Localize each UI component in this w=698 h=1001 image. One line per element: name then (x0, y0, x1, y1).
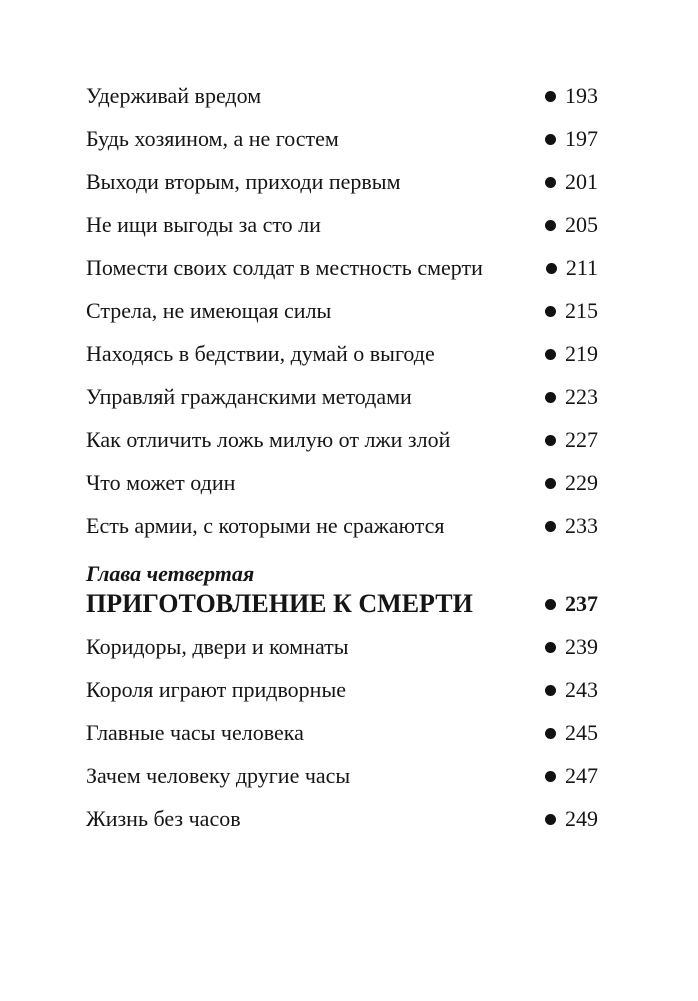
toc-entry (86, 632, 598, 662)
entry-page (545, 761, 598, 791)
toc-section-after (86, 632, 598, 834)
page-number: 223 (565, 384, 598, 409)
bullet-icon (545, 134, 556, 145)
toc-entry (86, 468, 598, 498)
entry-title: Удерживай вредом (86, 83, 262, 108)
entry-title: Выходи вторым, приходи первым (86, 169, 401, 194)
toc-entry (86, 425, 598, 455)
entry-page (545, 675, 598, 705)
page-number: 229 (565, 470, 598, 495)
entry-page (546, 253, 598, 283)
page-number: 245 (565, 720, 598, 745)
table-of-contents (86, 81, 598, 847)
entry-title: Есть армии, с которыми не сражаются (86, 513, 445, 538)
entry-page (545, 632, 598, 662)
page-number: 219 (565, 341, 598, 366)
bullet-icon (545, 685, 556, 696)
chapter-page (545, 589, 598, 619)
page-number: 193 (565, 83, 598, 108)
toc-entry (86, 761, 598, 791)
entry-page (545, 210, 598, 240)
bullet-icon (545, 728, 556, 739)
entry-title: Коридоры, двери и комнаты (86, 634, 349, 659)
page-number: 211 (565, 255, 598, 280)
chapter-title: ПРИГОТОВЛЕНИЕ К СМЕРТИ (86, 589, 473, 618)
entry-page (545, 296, 598, 326)
page-number: 243 (565, 677, 598, 702)
toc-entry (86, 339, 598, 369)
entry-page (545, 81, 598, 111)
page-number: 239 (565, 634, 598, 659)
toc-entry (86, 81, 598, 111)
entry-page (545, 124, 598, 154)
entry-page (545, 425, 598, 455)
toc-entry (86, 253, 598, 283)
entry-title: Главные часы человека (86, 720, 304, 745)
bullet-icon (545, 478, 556, 489)
toc-entry (86, 382, 598, 412)
entry-title: Стрела, не имеющая силы (86, 298, 332, 323)
entry-title: Жизнь без часов (86, 806, 241, 831)
entry-title: Помести своих солдат в местность смерти (86, 255, 483, 280)
page-number: 227 (565, 427, 598, 452)
page-number: 233 (565, 513, 598, 538)
toc-entry (86, 718, 598, 748)
bullet-icon (545, 771, 556, 782)
entry-page (545, 804, 598, 834)
bullet-icon (545, 814, 556, 825)
bullet-icon (545, 521, 556, 532)
entry-title: Что может один (86, 470, 236, 495)
toc-entry (86, 296, 598, 326)
bullet-icon (545, 306, 556, 317)
entry-title: Будь хозяином, а не гостем (86, 126, 339, 151)
toc-section-before (86, 81, 598, 541)
bullet-icon (545, 642, 556, 653)
bullet-icon (545, 349, 556, 360)
bullet-icon (545, 91, 556, 102)
entry-page (545, 718, 598, 748)
entry-title: Как отличить ложь милую от лжи злой (86, 427, 451, 452)
entry-title: Управляй гражданскими методами (86, 384, 412, 409)
entry-page (545, 468, 598, 498)
page-number: 215 (565, 298, 598, 323)
toc-entry (86, 167, 598, 197)
toc-entry (86, 124, 598, 154)
entry-title: Находясь в бедствии, думай о выгоде (86, 341, 435, 366)
bullet-icon (545, 220, 556, 231)
page-number: 237 (565, 591, 598, 616)
entry-title: Не ищи выгоды за сто ли (86, 212, 321, 237)
entry-page (545, 382, 598, 412)
chapter-label: Глава четвертая (86, 561, 255, 586)
toc-entry (86, 511, 598, 541)
toc-entry (86, 804, 598, 834)
bullet-icon (545, 392, 556, 403)
toc-entry (86, 210, 598, 240)
bullet-icon (546, 263, 557, 274)
entry-page (545, 339, 598, 369)
toc-entry (86, 675, 598, 705)
entry-title: Короля играют придворные (86, 677, 347, 702)
page-number: 205 (565, 212, 598, 237)
bullet-icon (545, 177, 556, 188)
page-number: 247 (565, 763, 598, 788)
page-number: 201 (565, 169, 598, 194)
entry-title: Зачем человеку другие часы (86, 763, 351, 788)
entry-page (545, 511, 598, 541)
page-number: 197 (565, 126, 598, 151)
chapter-title-row (86, 589, 598, 619)
bullet-icon (545, 599, 556, 610)
page-number: 249 (565, 806, 598, 831)
entry-page (545, 167, 598, 197)
bullet-icon (545, 435, 556, 446)
